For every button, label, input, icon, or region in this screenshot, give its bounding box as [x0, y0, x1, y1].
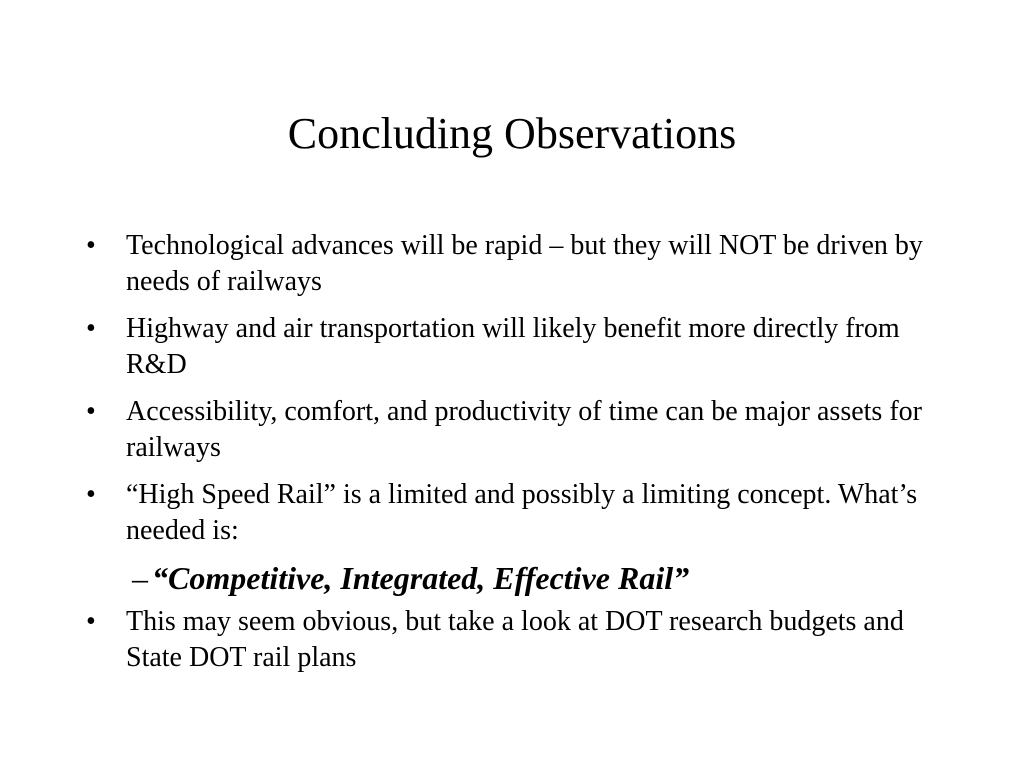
slide-title: Concluding Observations: [287, 109, 737, 158]
sub-bullet-text: “Competitive, Integrated, Effective Rail”: [152, 560, 690, 596]
bullet-list: [86, 228, 936, 687]
bullet-marker: •: [86, 479, 96, 510]
bullet-item: [86, 394, 936, 466]
bullet-text: Technological advances will be rapid – but they will NOT be driven by needs of railways: [126, 230, 923, 297]
bullet-item: [86, 311, 936, 383]
bullet-text: This may seem obvious, but take a look at DOT research budgets and State DOT rail plans: [126, 606, 904, 673]
bullet-marker: •: [86, 396, 96, 427]
bullet-text: Highway and air transportation will likely benefit more directly from R&D: [126, 313, 900, 380]
bullet-item: [86, 477, 936, 549]
bullet-item: [86, 228, 936, 300]
sub-bullet-marker: –: [132, 560, 148, 596]
bullet-text: Accessibility, comfort, and productivity of time can be major assets for railways: [126, 396, 922, 463]
sub-bullet-item: [86, 558, 936, 598]
bullet-text: “High Speed Rail” is a limited and possibly a limiting concept. What’s needed is:: [126, 479, 918, 546]
bullet-marker: •: [86, 313, 96, 344]
bullet-marker: •: [86, 230, 96, 261]
bullet-marker: •: [86, 606, 96, 637]
bullet-item: [86, 604, 936, 676]
